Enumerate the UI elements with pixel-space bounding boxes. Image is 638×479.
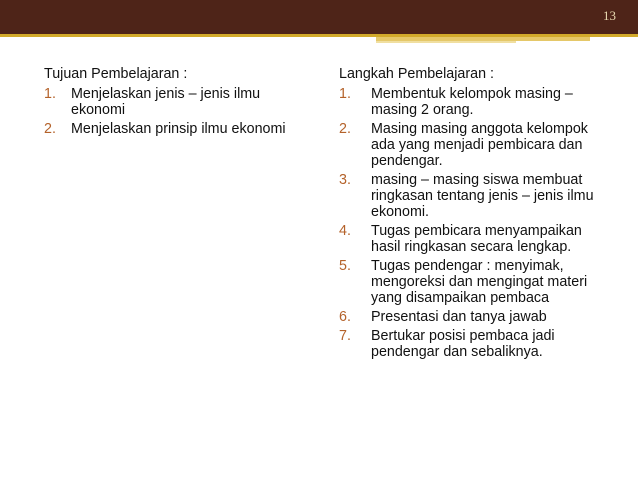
list-number: 3. [339, 172, 351, 188]
list-item [339, 121, 609, 169]
list-text: Masing masing anggota kelompok ada yang menjadi pembicara dan pendengar. [371, 121, 588, 169]
list-text: Menjelaskan jenis – jenis ilmu ekonomi [71, 86, 261, 118]
list-item [44, 121, 306, 137]
list-item [339, 223, 609, 255]
list-text: Tugas pendengar : menyimak, mengoreksi dan mengingat materi yang disampaikan pembaca [371, 258, 588, 306]
list-text: Menjelaskan prinsip ilmu ekonomi [71, 121, 286, 137]
list-item [339, 258, 609, 306]
list-text: Tugas pembicara menyampaikan hasil ringkasan secara lengkap. [371, 223, 582, 255]
list-text: Presentasi dan tanya jawab [371, 309, 547, 325]
list-number: 2. [339, 121, 351, 137]
list-number: 7. [339, 328, 351, 344]
list-item [339, 86, 609, 118]
right-heading: Langkah Pembelajaran : [339, 66, 494, 82]
list-text: masing – masing siswa membuat ringkasan tentang jenis – jenis ilmu ekonomi. [371, 172, 594, 220]
list-number: 2. [44, 121, 56, 137]
left-heading: Tujuan Pembelajaran : [44, 66, 188, 82]
list-number: 5. [339, 258, 351, 274]
list-item [339, 328, 609, 360]
list-text: Membentuk kelompok masing – masing 2 orang. [371, 86, 573, 118]
list-item [44, 86, 306, 118]
left-column [44, 66, 306, 140]
slide-number: 13 [603, 8, 616, 23]
slide-header-bar [0, 0, 638, 34]
right-column [339, 66, 609, 363]
list-text: Bertukar posisi pembaca jadi pendengar dan sebaliknya. [371, 328, 555, 360]
steps-list [339, 86, 609, 360]
list-number: 4. [339, 223, 351, 239]
list-item [339, 309, 609, 325]
list-number: 1. [339, 86, 351, 102]
list-number: 1. [44, 86, 56, 102]
list-item [339, 172, 609, 220]
list-number: 6. [339, 309, 351, 325]
accent-stripe-thin [376, 41, 516, 43]
objectives-list [44, 86, 306, 137]
